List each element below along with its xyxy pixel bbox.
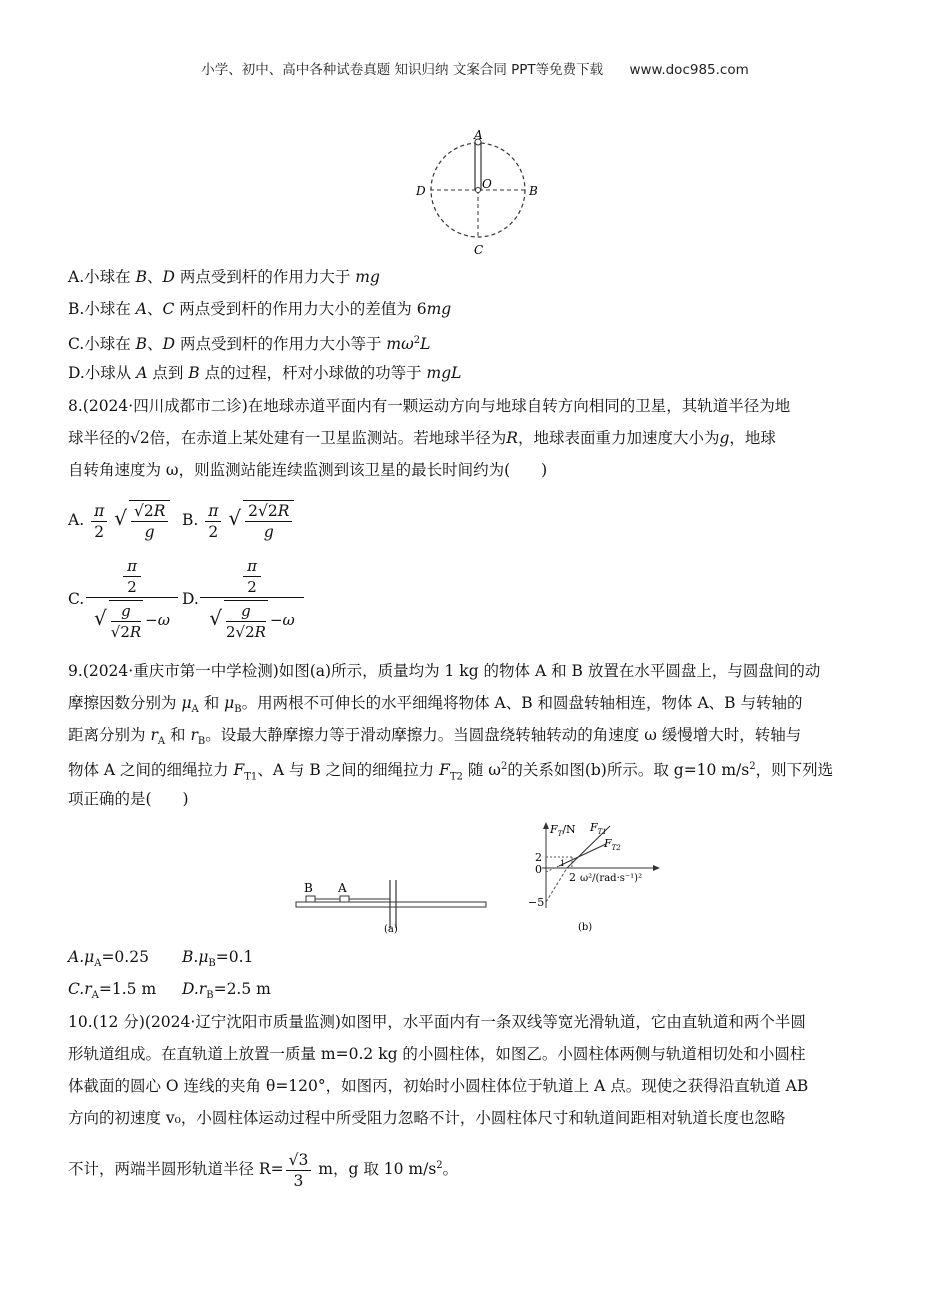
y-axis-arrow (543, 822, 549, 829)
ft2-line (559, 844, 606, 866)
q8-stem-line2: 球半径的√2倍，在赤道上某处建有一卫星监测站。若地球半径为R，地球表面重力加速度大小为g，地球 (68, 429, 776, 447)
ft2-label: $F_{T2}$ (604, 837, 621, 852)
caption-a: (a) (384, 924, 398, 935)
label-B: B (304, 881, 313, 895)
ylabel: $F_T/N$ (550, 823, 576, 838)
header-text: 小学、初中、高中各种试卷真题 知识归纳 文案合同 PPT等免费下载 (201, 62, 604, 78)
tick-x-2: 2 (569, 871, 576, 884)
q9-option-c[interactable]: $C.r_A=1.5$ m (68, 980, 157, 1002)
label-C: C (474, 243, 484, 257)
q10-stem-line4: 方向的初速度 v₀，小圆柱体运动过程中所受阻力忽略不计，小圆柱体尺寸和轨道间距相对轨道长度也忽略 (68, 1109, 786, 1127)
disk-plate (296, 902, 486, 907)
tick-y-m5: −5 (528, 896, 545, 909)
q10-stem-line2: 形轨道组成。在直轨道上放置一质量 m=0.2 kg 的小圆柱体，如图乙。小圆柱体两侧与轨道相切处和小圆柱 (68, 1045, 806, 1063)
q8-option-a[interactable]: A. $\frac{\pi}{2}$ √ $\frac{√2R}{g}$ (68, 498, 172, 542)
tick-1: 1 (560, 859, 566, 868)
label-A: A (338, 881, 347, 895)
q9-stem-line3: 距离分别为 $r_A$ 和 $r_B$。设最大静摩擦力等于滑动摩擦力。当圆盘绕转轴转动的角速度 ω 缓慢增大时，转轴与 (68, 726, 802, 748)
q9-stem-line1: 9.(2024·重庆市第一中学检测)如图(a)所示，质量均为 1 kg 的物体 A 和 B 放置在水平圆盘上，与圆盘间的动 (68, 662, 821, 680)
ft1-label: $F_{T1}$ (590, 821, 607, 836)
q10-stem-line3: 体截面的圆心 O 连线的夹角 θ=120°，如图丙，初始时小圆柱体位于轨道上 A 点。现使之获得沿直轨道 AB (68, 1077, 809, 1095)
block-B (306, 896, 315, 902)
q7-option-d[interactable]: D.小球从 A 点到 B 点的过程，杆对小球做的功等于 mgL (68, 364, 462, 382)
xlabel: ω²/(rad·s⁻¹)² (580, 873, 643, 884)
label-O: O (482, 177, 492, 191)
q9-figure-a (290, 870, 490, 940)
header-site-link[interactable]: www.doc985.com (629, 62, 749, 78)
block-A (340, 896, 349, 902)
q9-option-b[interactable]: $B.\mu_B=0.1$ (182, 948, 254, 970)
tick-y-2: 2 (535, 851, 542, 864)
q8-option-d-label[interactable]: D. (182, 590, 199, 608)
pivot-point (476, 188, 481, 193)
q10-stem-line1: 10.(12 分)(2024·辽宁沈阳市质量监测)如图甲，水平面内有一条双线等宽光滑轨道，它由直轨道和两个半圆 (68, 1013, 806, 1031)
q8-stem-line1: 8.(2024·四川成都市二诊)在地球赤道平面内有一颗运动方向与地球自转方向相同的卫星，其轨道半径为地 (68, 397, 791, 415)
q8-option-c-label[interactable]: C. (68, 590, 85, 608)
q7-option-a[interactable]: A.小球在 B、D 两点受到杆的作用力大于 mg (68, 268, 380, 286)
q9-stem-line4: 物体 A 之间的细绳拉力 $F_{T1}$、A 与 B 之间的细绳拉力 $F_{T2}$ 随 $\omega^2$的关系如图(b)所示。取 g=10 $m/s^2$，则下列选 (68, 761, 834, 783)
q10-stem-line5: 不计，两端半圆形轨道半径 R= $\frac{√3}{3}$ m，g 取 10 $m/s^2$。 (68, 1150, 459, 1190)
q8-option-b[interactable]: B. $\frac{\pi}{2}$ √ $\frac{2√2R}{g}$ (182, 498, 296, 542)
rod (475, 142, 481, 190)
q9-figure-b (522, 816, 682, 940)
tick-0: 0 (535, 863, 542, 876)
ft2-extension (546, 866, 559, 872)
label-B: B (529, 184, 538, 198)
circle-rod-figure (410, 128, 550, 258)
q8-stem-line3: 自转角速度为 ω，则监测站能连续监测到该卫星的最长时间约为( ) (68, 461, 548, 479)
q8-option-d-expr: π 2 √ $\frac{g}{2√2R}$ −ω (200, 556, 304, 642)
q9-stem-line2: 摩擦因数分别为 $\mu_A$ 和 $\mu_B$。用两根不可伸长的水平细绳将物体 A、B 和圆盘转轴相连，物体 A、B 与转轴的 (68, 694, 803, 716)
q9-option-a[interactable]: $A.\mu_A=0.25$ (68, 948, 149, 970)
ft1-extension (546, 868, 567, 902)
q8-option-c-expr: π 2 √ $\frac{g}{√2R}$ −ω (86, 556, 178, 642)
q7-option-b[interactable]: B.小球在 A、C 两点受到杆的作用力大小的差值为 6mg (68, 300, 452, 318)
label-D: D (416, 184, 426, 198)
x-axis-arrow (653, 865, 660, 871)
q9-stem-line5: 项正确的是( ) (68, 790, 189, 808)
q9-option-d[interactable]: $D.r_B=2.5$ m (182, 980, 271, 1002)
caption-b: (b) (578, 922, 593, 933)
label-A: A (474, 128, 483, 142)
q7-option-c[interactable]: C.小球在 B、D 两点受到杆的作用力大小等于 $m\omega^2L$ (68, 335, 431, 354)
page-header (0, 58, 950, 78)
